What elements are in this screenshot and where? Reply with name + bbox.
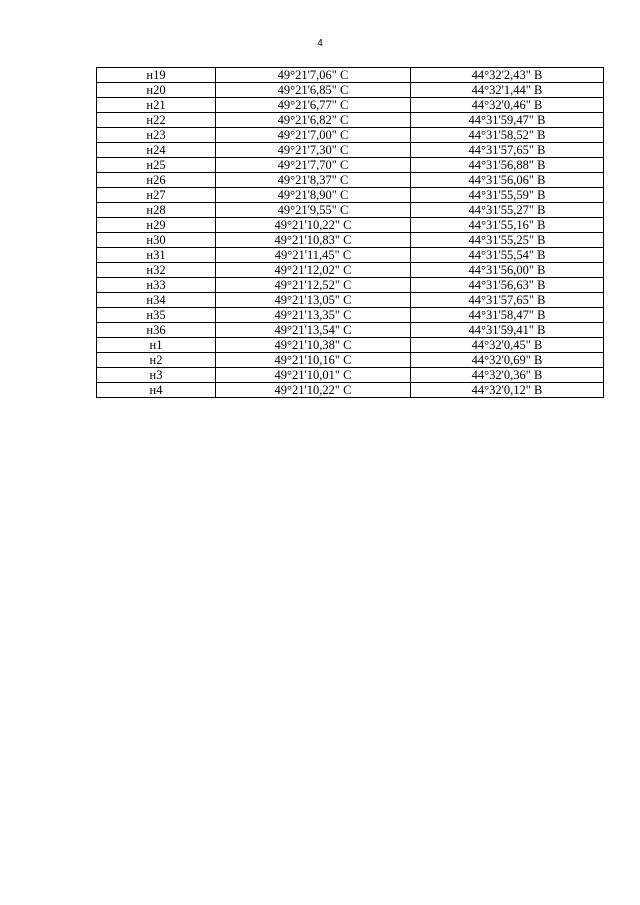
latitude-cell: 49°21'10,01" С (216, 368, 411, 383)
latitude-cell: 49°21'7,30" С (216, 143, 411, 158)
point-cell: н27 (97, 188, 216, 203)
latitude-cell: 49°21'10,16" С (216, 353, 411, 368)
point-cell: н32 (97, 263, 216, 278)
table-row (97, 248, 604, 263)
longitude-cell: 44°31'59,47" В (411, 113, 604, 128)
longitude-cell: 44°32'0,46" В (411, 98, 604, 113)
point-cell: н21 (97, 98, 216, 113)
latitude-cell: 49°21'6,85" С (216, 83, 411, 98)
point-cell: н4 (97, 383, 216, 398)
longitude-cell: 44°31'56,88" В (411, 158, 604, 173)
point-cell: н24 (97, 143, 216, 158)
page-number: 4 (317, 38, 323, 49)
longitude-cell: 44°31'57,65" В (411, 293, 604, 308)
longitude-cell: 44°31'56,06" В (411, 173, 604, 188)
latitude-cell: 49°21'13,35" С (216, 308, 411, 323)
table-row (97, 338, 604, 353)
table-row (97, 278, 604, 293)
point-cell: н2 (97, 353, 216, 368)
table-row (97, 158, 604, 173)
longitude-cell: 44°31'55,27" В (411, 203, 604, 218)
longitude-cell: 44°32'2,43" В (411, 68, 604, 83)
longitude-cell: 44°31'57,65" В (411, 143, 604, 158)
table-row (97, 203, 604, 218)
latitude-cell: 49°21'10,38" С (216, 338, 411, 353)
table-row (97, 323, 604, 338)
latitude-cell: 49°21'10,22" С (216, 383, 411, 398)
table-row (97, 113, 604, 128)
point-cell: н3 (97, 368, 216, 383)
longitude-cell: 44°31'55,25" В (411, 233, 604, 248)
latitude-cell: 49°21'11,45" С (216, 248, 411, 263)
point-cell: н29 (97, 218, 216, 233)
point-cell: н20 (97, 83, 216, 98)
table-row (97, 143, 604, 158)
longitude-cell: 44°32'1,44" В (411, 83, 604, 98)
longitude-cell: 44°31'58,52" В (411, 128, 604, 143)
table-row (97, 308, 604, 323)
longitude-cell: 44°32'0,69" В (411, 353, 604, 368)
longitude-cell: 44°31'56,00" В (411, 263, 604, 278)
point-cell: н26 (97, 173, 216, 188)
table-row (97, 233, 604, 248)
table-row (97, 293, 604, 308)
longitude-cell: 44°32'0,12" В (411, 383, 604, 398)
coordinates-table (96, 67, 604, 398)
table-row (97, 98, 604, 113)
point-cell: н35 (97, 308, 216, 323)
longitude-cell: 44°31'58,47" В (411, 308, 604, 323)
table-row (97, 188, 604, 203)
longitude-cell: 44°31'56,63" В (411, 278, 604, 293)
latitude-cell: 49°21'13,54" С (216, 323, 411, 338)
point-cell: н25 (97, 158, 216, 173)
point-cell: н19 (97, 68, 216, 83)
point-cell: н28 (97, 203, 216, 218)
latitude-cell: 49°21'7,06" С (216, 68, 411, 83)
table-row (97, 83, 604, 98)
point-cell: н34 (97, 293, 216, 308)
point-cell: н22 (97, 113, 216, 128)
coordinates-table-body (97, 68, 604, 398)
latitude-cell: 49°21'6,77" С (216, 98, 411, 113)
point-cell: н1 (97, 338, 216, 353)
point-cell: н33 (97, 278, 216, 293)
longitude-cell: 44°32'0,36" В (411, 368, 604, 383)
point-cell: н31 (97, 248, 216, 263)
latitude-cell: 49°21'12,02" С (216, 263, 411, 278)
latitude-cell: 49°21'12,52" С (216, 278, 411, 293)
latitude-cell: 49°21'10,22" С (216, 218, 411, 233)
longitude-cell: 44°31'59,41" В (411, 323, 604, 338)
table-row (97, 173, 604, 188)
point-cell: н36 (97, 323, 216, 338)
table-row (97, 263, 604, 278)
table-row (97, 218, 604, 233)
table-row (97, 383, 604, 398)
table-row (97, 368, 604, 383)
point-cell: н23 (97, 128, 216, 143)
longitude-cell: 44°31'55,59" В (411, 188, 604, 203)
latitude-cell: 49°21'8,37" С (216, 173, 411, 188)
longitude-cell: 44°32'0,45" В (411, 338, 604, 353)
longitude-cell: 44°31'55,54" В (411, 248, 604, 263)
longitude-cell: 44°31'55,16" В (411, 218, 604, 233)
latitude-cell: 49°21'9,55" С (216, 203, 411, 218)
latitude-cell: 49°21'8,90" С (216, 188, 411, 203)
latitude-cell: 49°21'13,05" С (216, 293, 411, 308)
latitude-cell: 49°21'7,00" С (216, 128, 411, 143)
table-row (97, 68, 604, 83)
table-row (97, 353, 604, 368)
latitude-cell: 49°21'7,70" С (216, 158, 411, 173)
point-cell: н30 (97, 233, 216, 248)
table-row (97, 128, 604, 143)
latitude-cell: 49°21'6,82" С (216, 113, 411, 128)
latitude-cell: 49°21'10,83" С (216, 233, 411, 248)
